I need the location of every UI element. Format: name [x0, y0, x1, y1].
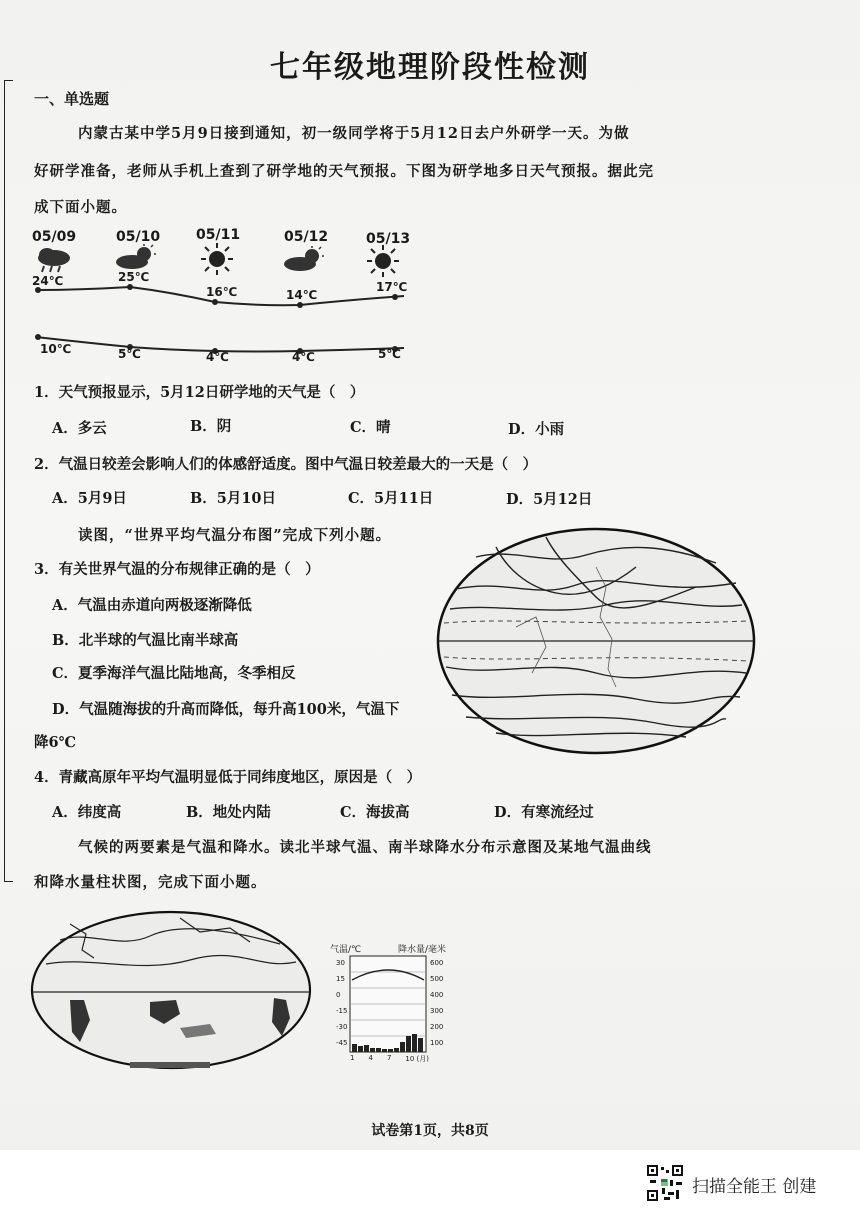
climograph-x-ticks: [350, 1054, 429, 1064]
option-d: D．小雨: [508, 421, 565, 438]
world-precipitation-map: [30, 910, 312, 1076]
left-tick: 0: [336, 991, 341, 999]
forecast-date: 05/12: [284, 229, 329, 245]
low-temp: 5℃: [118, 347, 141, 361]
scanner-app-label: 扫描全能王 创建: [692, 1177, 817, 1197]
option-c: C．海拔高: [340, 804, 410, 821]
low-temp: 5℃: [378, 347, 401, 361]
left-tick: -45: [336, 1039, 348, 1047]
option-a: A．多云: [52, 420, 107, 437]
climate-intro-line-1: 气候的两要素是气温和降水。读北半球气温、南半球降水分布示意图及某地气温曲线: [78, 839, 652, 856]
high-temp: 17℃: [376, 280, 408, 294]
option-b: B．5月10日: [190, 490, 277, 507]
read-map-instruction: 读图，“世界平均气温分布图”完成下列小题。: [78, 527, 392, 544]
intro-line-2: 好研学准备，老师从手机上查到了研学地的天气预报。下图为研学地多日天气预报。据此完: [34, 163, 654, 180]
x-tick: 7: [386, 1054, 392, 1062]
question-2: 2．气温日较差会影响人们的体感舒适度。图中气温日较差最大的一天是（ ）: [34, 456, 538, 473]
option-d: D．气温随海拔的升高而降低，每升高100米，气温下: [52, 701, 400, 718]
option-d: D．有寒流经过: [494, 804, 594, 821]
forecast-date: 05/11: [196, 227, 241, 243]
intro-line-3: 成下面小题。: [34, 199, 127, 216]
climograph-left-axis-label: 气温/℃: [330, 945, 362, 955]
climograph-right-ticks: [430, 955, 443, 1051]
left-tick: 30: [336, 959, 345, 967]
page-title: 七年级地理阶段性检测: [270, 50, 590, 85]
option-d: D．5月12日: [506, 491, 593, 508]
forecast-date: 05/13: [366, 231, 411, 247]
qr-code-icon: [646, 1164, 684, 1202]
high-temp: 14℃: [286, 288, 318, 302]
forecast-date: 05/09: [32, 229, 77, 245]
option-c: C．晴: [350, 419, 391, 436]
temperature-curves: [0, 0, 860, 400]
option-b: B．阴: [190, 418, 232, 435]
option-c: C．5月11日: [348, 490, 434, 507]
climograph-right-axis-label: 降水量/毫米: [398, 945, 447, 955]
x-tick: 4: [368, 1054, 373, 1062]
x-tick: 1: [350, 1054, 355, 1062]
right-tick: 200: [430, 1023, 444, 1031]
section-heading: 一、单选题: [34, 90, 110, 108]
low-temp: 10℃: [40, 342, 72, 356]
world-temperature-map: [436, 527, 756, 755]
option-d-continued: 降6℃: [34, 734, 76, 751]
right-tick: 400: [430, 991, 444, 999]
forecast-date: 05/10: [116, 229, 161, 245]
option-a: A．5月9日: [52, 490, 127, 507]
low-temp: 4℃: [292, 350, 315, 364]
x-tick: 10 (月): [405, 1055, 430, 1063]
right-tick: 500: [430, 975, 444, 983]
left-tick: -30: [336, 1023, 348, 1031]
right-tick: 300: [430, 1007, 444, 1015]
high-temp: 16℃: [206, 285, 238, 299]
question-1: 1．天气预报显示，5月12日研学地的天气是（ ）: [34, 384, 365, 401]
right-tick: 600: [430, 959, 444, 967]
page-footer: 试卷第1页，共8页: [371, 1123, 489, 1139]
high-temp: 24℃: [32, 274, 64, 288]
option-a: A．气温由赤道向两极逐渐降低: [52, 597, 252, 614]
option-b: B．北半球的气温比南半球高: [52, 632, 239, 649]
left-tick: 15: [336, 975, 345, 983]
option-c: C．夏季海洋气温比陆地高，冬季相反: [52, 665, 296, 682]
right-tick: 100: [430, 1039, 444, 1047]
question-4: 4．青藏高原年平均气温明显低于同纬度地区，原因是（ ）: [34, 769, 422, 786]
option-b: B．地处内陆: [186, 804, 271, 821]
low-temp: 4℃: [206, 350, 229, 364]
intro-line-1: 内蒙古某中学5月9日接到通知，初一级同学将于5月12日去户外研学一天。为做: [78, 125, 630, 142]
climate-intro-line-2: 和降水量柱状图，完成下面小题。: [34, 874, 267, 891]
high-temp: 25℃: [118, 270, 150, 284]
left-tick: -15: [336, 1007, 348, 1015]
climograph-left-ticks: [336, 955, 347, 1051]
question-3: 3．有关世界气温的分布规律正确的是（ ）: [34, 561, 320, 578]
option-a: A．纬度高: [52, 804, 122, 821]
